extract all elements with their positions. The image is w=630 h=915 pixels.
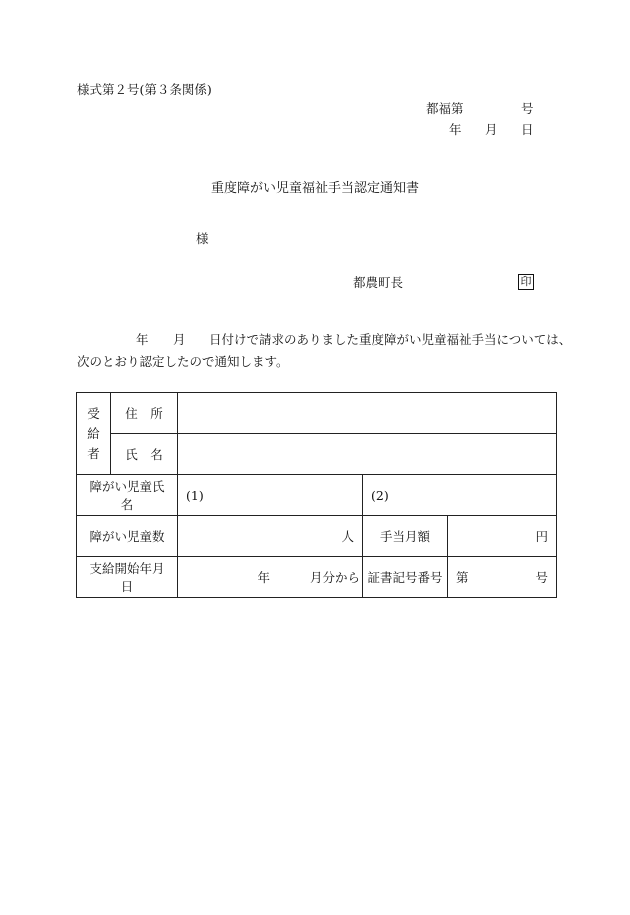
recipient-group-label: 受 給 者 xyxy=(77,393,111,475)
start-date-label: 支給開始年月日 xyxy=(77,557,178,598)
certificate-number-field[interactable] xyxy=(448,557,557,598)
table-row xyxy=(77,516,557,557)
table-row xyxy=(77,475,557,516)
form-number-label: 様式第２号(第３条関係) xyxy=(77,82,212,97)
child-name-2-field[interactable]: (2) xyxy=(363,475,557,516)
child-name-1-field[interactable]: (1) xyxy=(178,475,363,516)
body-text-line2: 次のとおり認定したので通知します。 xyxy=(77,354,289,369)
monthly-amount-label: 手当月額 xyxy=(363,516,448,557)
certificate-suffix: 号 xyxy=(535,570,549,585)
table-row xyxy=(77,393,557,434)
document-number-prefix: 都福第 xyxy=(426,101,464,116)
name-label: 氏 名 xyxy=(111,434,178,475)
child-name-label: 障がい児童氏名 xyxy=(77,475,178,516)
body-text-line1: 日付けで請求のありました重度障がい児童福祉手当については、 xyxy=(209,332,572,347)
document-number-suffix: 号 xyxy=(521,101,534,116)
certification-table xyxy=(76,392,557,598)
start-month-from: 月分から xyxy=(309,570,360,585)
seal-mark: 印 xyxy=(518,274,534,290)
child-count-field[interactable]: 人 xyxy=(178,516,363,557)
monthly-amount-field[interactable]: 円 xyxy=(448,516,557,557)
document-title: 重度障がい児童福祉手当認定通知書 xyxy=(210,181,419,196)
certificate-prefix: 第 xyxy=(456,570,469,585)
address-field[interactable] xyxy=(178,393,557,434)
certificate-number-label: 証書記号番号 xyxy=(363,557,448,598)
child-count-label: 障がい児童数 xyxy=(77,516,178,557)
body-year: 年 xyxy=(136,332,149,347)
issue-date-day: 日 xyxy=(521,122,534,137)
start-date-field[interactable] xyxy=(178,557,363,598)
table-row xyxy=(77,434,557,475)
issuer-name: 都農町長 xyxy=(353,275,404,290)
address-label: 住 所 xyxy=(111,393,178,434)
table-row xyxy=(77,557,557,598)
issue-date-year: 年 xyxy=(449,122,462,137)
issue-date-month: 月 xyxy=(485,122,498,137)
body-month: 月 xyxy=(173,332,186,347)
start-year-unit: 年 xyxy=(257,570,270,585)
addressee-honorific: 様 xyxy=(196,231,209,246)
name-field[interactable] xyxy=(178,434,557,475)
